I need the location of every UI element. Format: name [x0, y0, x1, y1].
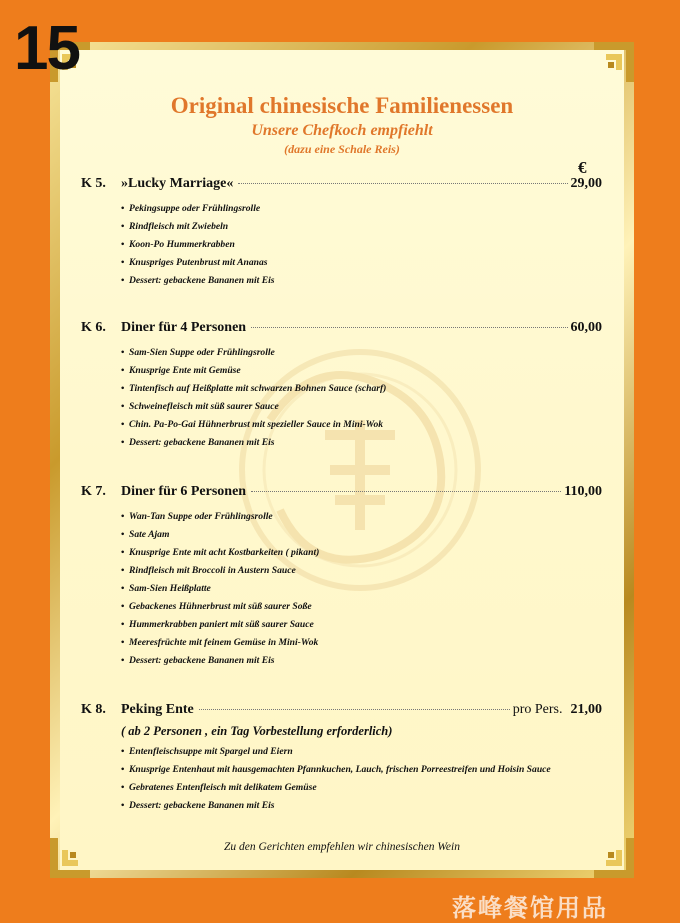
menu-section-k6 — [81, 320, 602, 452]
dot-leader — [251, 491, 561, 492]
menu-item-header — [81, 702, 602, 722]
list-item: • Tintenfisch auf Heißplatte mit schwarzen Bohnen Sauce (scharf) — [121, 380, 602, 398]
menu-price: 29,00 — [570, 176, 602, 191]
course-list — [121, 743, 602, 815]
price-unit: pro Pers. — [512, 702, 563, 717]
menu-name: Peking Ente — [121, 702, 194, 717]
preorder-note: ( ab 2 Personen , ein Tag Vorbestellung erforderlich) — [121, 724, 393, 738]
dot-leader — [251, 327, 567, 328]
menu-code: K 8. — [81, 702, 106, 717]
menu-section-k5 — [81, 176, 602, 290]
list-item: • Schweinefleisch mit süß saurer Sauce — [121, 398, 602, 416]
list-item: • Hummerkrabben paniert mit süß saurer Sauce — [121, 616, 602, 634]
list-item: • Knuspriges Putenbrust mit Ananas — [121, 254, 602, 272]
list-item: • Sam-Sien Heißplatte — [121, 580, 602, 598]
list-item: • Rindfleisch mit Zwiebeln — [121, 218, 602, 236]
list-item: • Pekingsuppe oder Frühlingsrolle — [121, 200, 602, 218]
list-item: • Gebackenes Hühnerbrust mit süß saurer Soße — [121, 598, 602, 616]
watermark-text: 落峰餐馆用品 — [452, 894, 608, 922]
menu-name: Diner für 4 Personen — [121, 320, 247, 335]
list-item: • Meeresfrüchte mit feinem Gemüse in Mini-Wok — [121, 634, 602, 652]
menu-item-header — [81, 484, 602, 504]
list-item: • Knusprige Ente mit Gemüse — [121, 362, 602, 380]
corner-ornament-icon — [592, 40, 636, 84]
dot-leader — [238, 183, 567, 184]
course-list — [121, 344, 602, 452]
list-item: • Sam-Sien Suppe oder Frühlingsrolle — [121, 344, 602, 362]
list-item: • Chin. Pa-Po-Gai Hühnerbrust mit spezieller Sauce in Mini-Wok — [121, 416, 602, 434]
menu-section-k7 — [81, 484, 602, 670]
menu-price: 110,00 — [564, 484, 602, 499]
menu-name: »Lucky Marriage« — [121, 176, 234, 191]
list-item: • Knusprige Ente mit acht Kostbarkeiten ( pikant) — [121, 544, 602, 562]
list-item: • Sate Ajam — [121, 526, 602, 544]
dot-leader — [199, 709, 510, 710]
list-item: • Gebratenes Entenfleisch mit delikatem Gemüse — [121, 779, 602, 797]
list-item: • Entenfleischsuppe mit Spargel und Eiern — [121, 743, 602, 761]
menu-code: K 5. — [81, 176, 106, 191]
course-list — [121, 508, 602, 670]
menu-price: 60,00 — [570, 320, 602, 335]
list-item: • Dessert: gebackene Bananen mit Eis — [121, 652, 602, 670]
page-number: 15 — [14, 14, 79, 83]
menu-item-header — [81, 176, 602, 196]
menu-code: K 6. — [81, 320, 106, 335]
menu-name: Diner für 6 Personen — [121, 484, 247, 499]
wine-recommendation: Zu den Gerichten empfehlen wir chinesischen Wein — [224, 841, 460, 853]
page-title: Original chinesische Familienessen — [170, 93, 514, 118]
rice-note: (dazu eine Schale Reis) — [284, 142, 400, 156]
list-item: • Koon-Po Hummerkrabben — [121, 236, 602, 254]
menu-section-k8 — [81, 702, 602, 815]
list-item: • Dessert: gebackene Bananen mit Eis — [121, 434, 602, 452]
list-item: • Rindfleisch mit Broccoli in Austern Sauce — [121, 562, 602, 580]
menu-price: 21,00 — [570, 702, 602, 717]
course-list — [121, 200, 602, 290]
menu-item-header — [81, 320, 602, 340]
list-item: • Dessert: gebackene Bananen mit Eis — [121, 797, 602, 815]
menu-code: K 7. — [81, 484, 106, 499]
currency-symbol: € — [578, 158, 587, 177]
list-item: • Knusprige Entenhaut mit hausgemachten Pfannkuchen, Lauch, frischen Porreestreifen und Hoisin Sauce — [121, 761, 602, 779]
list-item: • Dessert: gebackene Bananen mit Eis — [121, 272, 602, 290]
page-subtitle: Unsere Chefkoch empfiehlt — [251, 122, 433, 139]
list-item: • Wan-Tan Suppe oder Frühlingsrolle — [121, 508, 602, 526]
